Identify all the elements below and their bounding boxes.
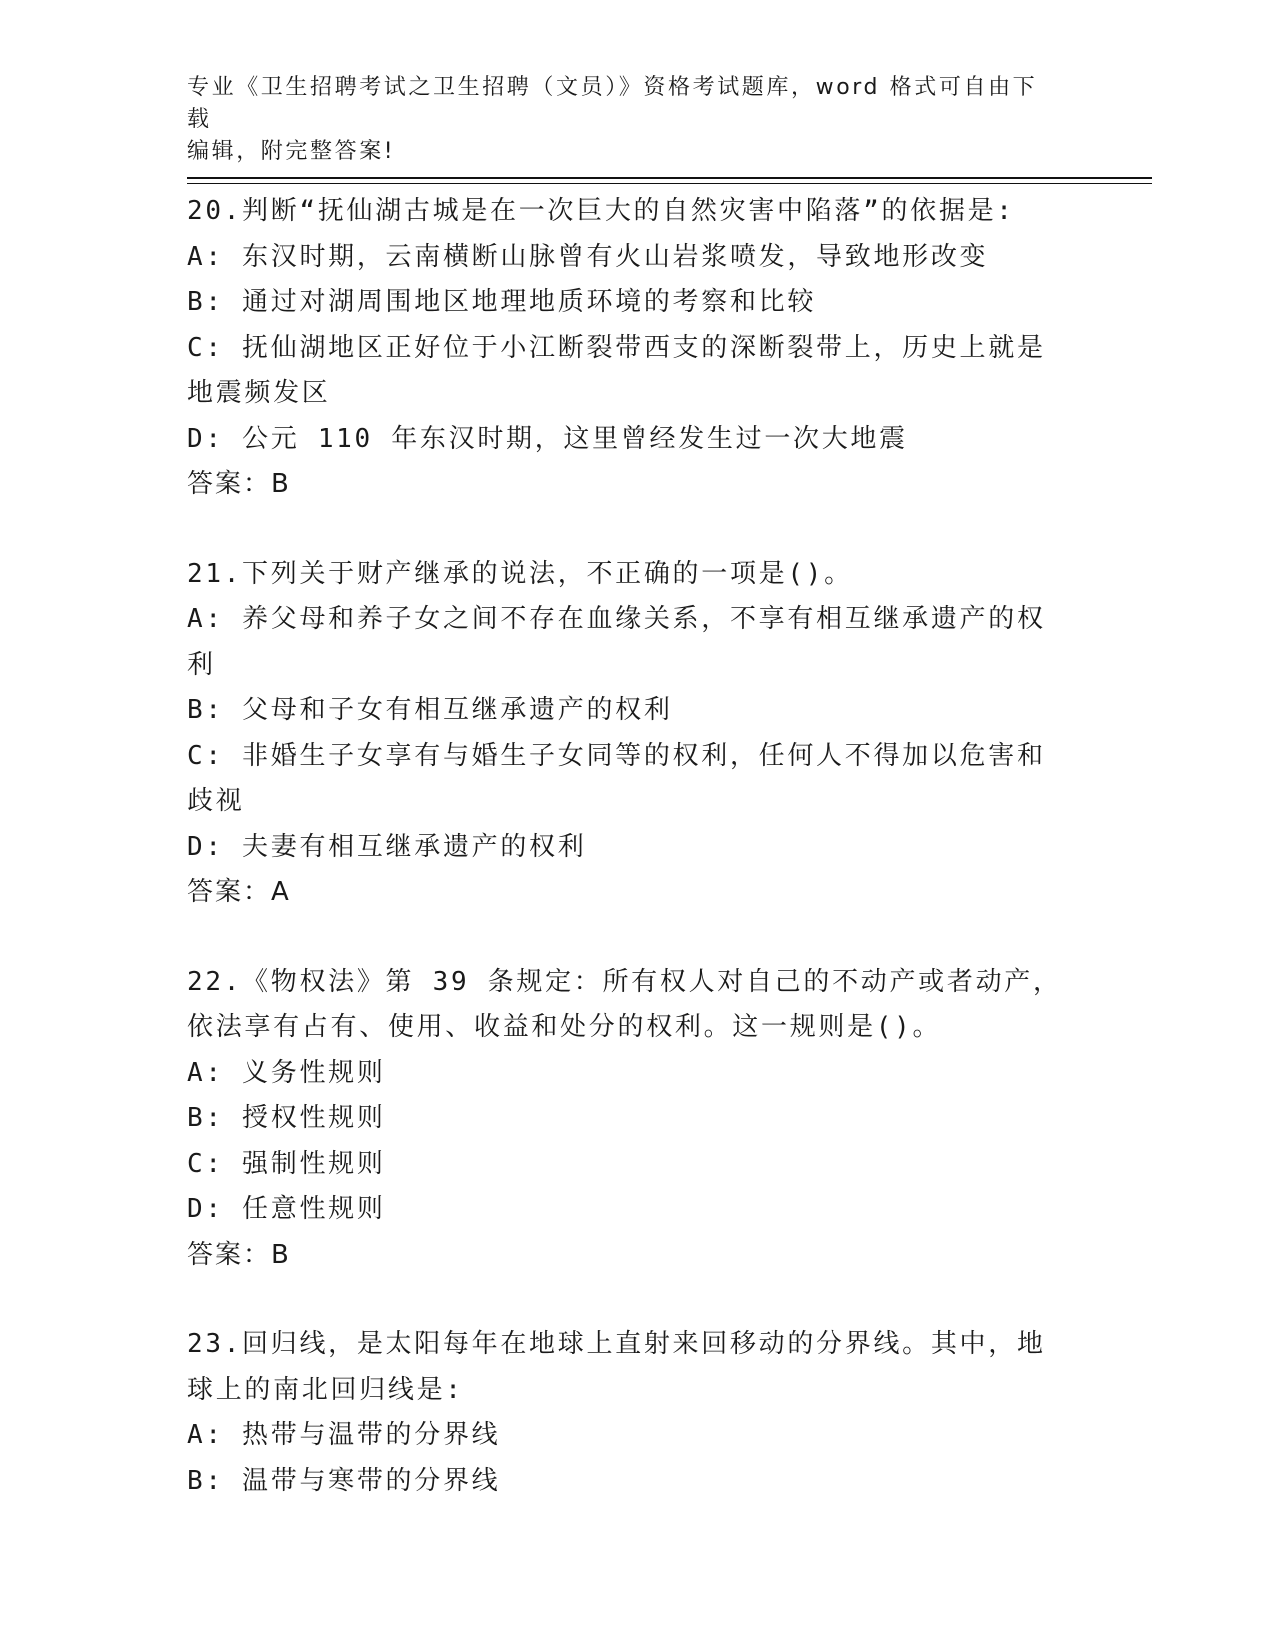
question-stem: 20.判断“抚仙湖古城是在一次巨大的自然灾害中陷落”的依据是:	[187, 196, 1015, 226]
option-a: A: 热带与温带的分界线	[187, 1420, 501, 1450]
question-stem: 21.下列关于财产继承的说法，不正确的一项是()。	[187, 558, 853, 589]
answer-label: 答案：B	[187, 1239, 291, 1270]
question-stem: 22.《物权法》第 39 条规定：所有权人对自己的不动产或者动产，依法享有占有、使用、收益和处分的权利。这一规则是()。	[187, 966, 1062, 1042]
option-d: D: 公元 110 年东汉时期，这里曾经发生过一次大地震	[187, 423, 908, 454]
option-a: A: 东汉时期，云南横断山脉曾有火山岩浆喷发，导致地形改变	[187, 241, 989, 272]
option-d: D: 任意性规则	[187, 1194, 386, 1224]
option-c: C: 强制性规则	[187, 1148, 386, 1179]
question-list	[187, 189, 1087, 1548]
document-header	[187, 72, 1047, 168]
option-a: A: 义务性规则	[187, 1057, 386, 1088]
option-c: C: 抚仙湖地区正好位于小江断裂带西支的深断裂带上，历史上就是地震频发区	[187, 332, 1046, 408]
answer-label: 答案：B	[187, 469, 291, 499]
header-line-2: 编辑，附完整答案!	[187, 139, 396, 164]
question-stem: 23.回归线，是太阳每年在地球上直射来回移动的分界线。其中，地球上的南北回归线是:	[187, 1329, 1046, 1405]
question-22	[187, 960, 1087, 1279]
question-21	[187, 552, 1087, 916]
option-b: B: 授权性规则	[187, 1103, 386, 1133]
option-b: B: 通过对湖周围地区地理地质环境的考察和比较	[187, 287, 817, 317]
option-b: B: 温带与寒带的分界线	[187, 1465, 501, 1496]
question-23	[187, 1322, 1087, 1504]
option-c: C: 非婚生子女享有与婚生子女同等的权利，任何人不得加以危害和歧视	[187, 740, 1046, 816]
option-b: B: 父母和子女有相互继承遗产的权利	[187, 695, 673, 725]
option-a: A: 养父母和养子女之间不存在血缘关系，不享有相互继承遗产的权利	[187, 604, 1046, 680]
header-line-1: 专业《卫生招聘考试之卫生招聘（文员）》资格考试题库，word 格式可自由下载	[187, 75, 1038, 132]
option-d: D: 夫妻有相互继承遗产的权利	[187, 831, 587, 862]
header-divider-thin	[187, 183, 1152, 184]
question-20	[187, 189, 1087, 508]
header-divider-thick	[187, 177, 1152, 179]
answer-label: 答案：A	[187, 877, 291, 907]
